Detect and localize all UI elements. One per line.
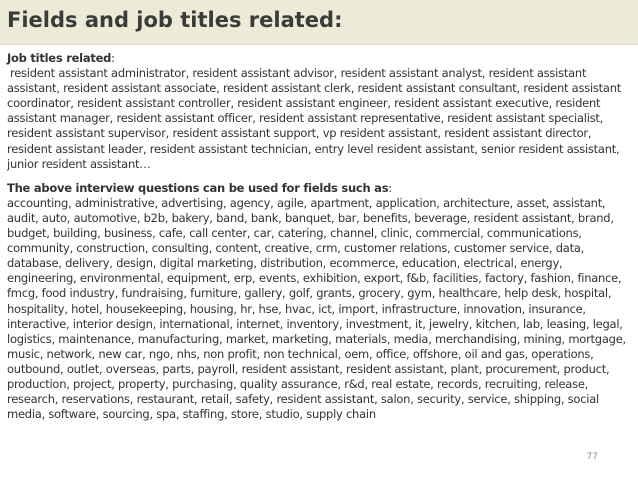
fields-heading <box>7 181 631 196</box>
job-titles-label: Job titles related <box>7 51 112 65</box>
section-spacer <box>7 172 631 181</box>
job-titles-colon: : <box>111 51 115 65</box>
job-titles-list: resident assistant administrator, resident assistant advisor, resident assistant analyst, resident assistant assistant, resident assistant associate, resident assistant clerk, resident assistant consultant, resident assistant coordinator, resident assistant controller, resident assistant engineer, resident assistant executive, resident assistant manager, resident assistant officer, resident assistant representative, resident assistant specialist, resident assistant supervisor, resident assistant support, vp resident assistant, resident assistant director, resident assistant leader, resident assistant technician, entry level resident assistant, senior resident assistant, junior resident assistant… <box>7 66 621 171</box>
fields-label: The above interview questions can be used for fields such as <box>7 180 389 195</box>
fields-list: accounting, administrative, advertising, agency, agile, apartment, application, architecture, asset, assistant, audit, auto, automotive, b2b, bakery, band, bank, banquet, bar, benefits, beverage, resident assistant, brand, budget, building, business, cafe, call center, car, catering, channel, clinic, commercial, communications, community, construction, consulting, content, creative, crm, customer relations, customer service, data, database, delivery, design, digital marketing, distribution, ecommerce, education, electrical, energy, engineering, environmental, equipment, erp, events, exhibition, export, f&b, facilities, factory, fashion, finance, fmcg, food industry, fundraising, furniture, gallery, golf, grants, grocery, gym, healthcare, help desk, hospital, hospitality, hotel, housekeeping, housing, hr, hse, hvac, ict, import, infrastructure, innovation, insurance, interactive, interior design, international, internet, inventory, investment, it, jewelry, kitchen, lab, leasing, legal, logistics, maintenance, manufacturing, market, marketing, materials, media, merchandising, mining, mortgage, music, network, new car, ngo, nhs, non profit, non technical, oem, office, offshore, oil and gas, operations, outbound, outlet, overseas, parts, payroll, resident assistant, resident assistant, plant, procurement, product, production, project, property, purchasing, quality assurance, r&d, real estate, records, recruiting, release, research, reservations, restaurant, retail, safety, resident assistant, salon, security, service, shipping, social media, software, sourcing, spa, staffing, store, studio, supply chain <box>7 195 626 422</box>
page-number: 77 <box>586 452 598 462</box>
slide-content <box>7 51 631 422</box>
fields-colon: : <box>388 180 392 195</box>
title-bar <box>0 0 638 45</box>
slide-title: Fields and job titles related: <box>7 8 343 32</box>
job-titles-heading <box>7 51 631 66</box>
